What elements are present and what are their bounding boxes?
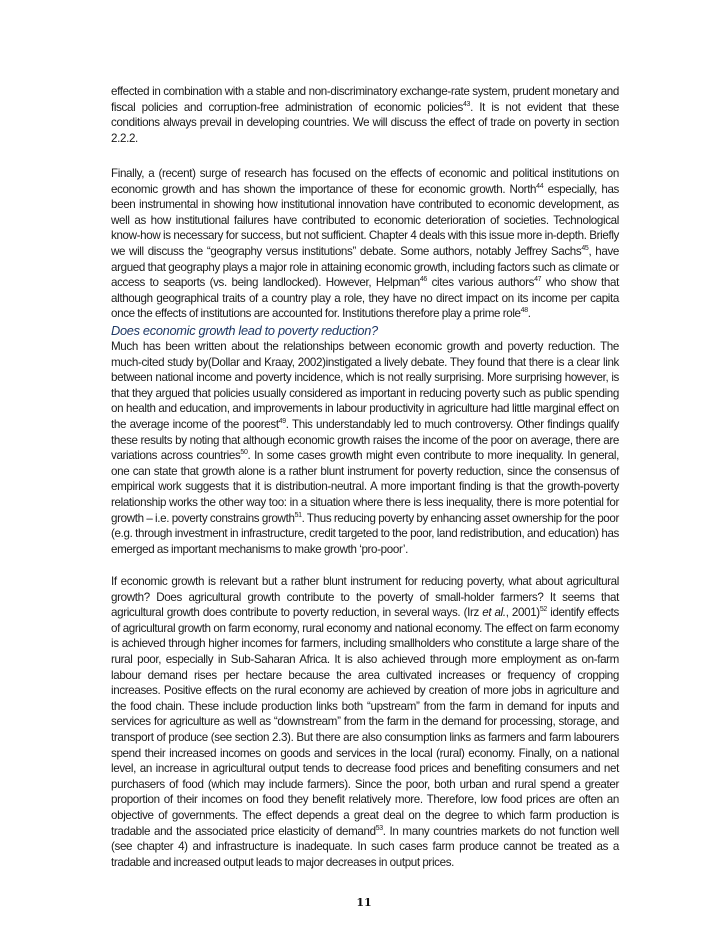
footnote-ref[interactable]: 46 [419, 276, 427, 284]
text-run: . [527, 307, 531, 321]
paragraph-trade-policies [111, 84, 619, 146]
footnote-ref[interactable]: 44 [536, 182, 544, 190]
paragraph-institutions [111, 166, 619, 322]
text-run: who show that although geographical traits of a country play a role, they have no direct impact on its income per capita once the effects of institutions are accounted for. Institutions therefore play a prime role [111, 276, 619, 321]
text-run: effected in combination with a stable and non-discriminatory exchange-rate system, prudent monetary and fiscal policies and corruption-free administration of economic policies [111, 85, 619, 114]
footnote-ref[interactable]: 47 [534, 276, 542, 284]
text-run: Finally, a (recent) surge of research has focused on the effects of economic and political institutions on economic growth and has shown the importance of these for economic growth. North [111, 167, 619, 196]
text-run-italic: et al. [482, 606, 506, 620]
footnote-ref[interactable]: 51 [294, 511, 302, 519]
section-heading: Does economic growth lead to poverty reduction? [111, 323, 378, 338]
text-run: . In some cases growth might even contribute to more inequality. In general, one can state that growth alone is a rather blunt instrument for poverty reduction, since the consensus of empirical work suggests that it is distribution-neutral. A more important finding is that the growth-poverty relationship works the other way too: in a situation where there is less inequality, there is more potential for growth – i.e. poverty constrains growth [111, 449, 619, 525]
footnote-ref[interactable]: 52 [539, 606, 547, 614]
text-run: cites various authors [426, 276, 535, 290]
text-run: . Thus reducing poverty by enhancing asset ownership for the poor (e.g. through investment in infrastructure, credit targeted to the poor, land redistribution, and education) has emerged as important mechanisms to make growth ‘pro-poor’. [111, 511, 620, 556]
footnote-ref[interactable]: 53 [375, 824, 383, 832]
footnote-ref[interactable]: 43 [462, 100, 471, 108]
footnote-ref[interactable]: 50 [240, 449, 248, 457]
page-number: 11 [356, 896, 372, 909]
text-run: identify effects of agricultural growth on farm economy, rural economy and national economy. The effect on farm economy is achieved through higher incomes for farmers, including smallholders who constitute a large share of the rural poor, especially in Sub-Saharan Africa. It is also achieved through more employment as on-farm labour demand rises per hectare because the area cultivated increases or frequency of cropping increases. Positive effects on the rural economy are achieved by creation of more jobs in agriculture and the food chain. These include production links both “upstream” from the farm in demand for inputs and services for agriculture as well as “downstream” from the farm in the demand for processing, storage, and transport of produce (see section 2.3). But there are also consumption links as farmers and farm labourers spend their increased incomes on goods and services in the local (rural) economy. Finally, on a national level, an increase in agricultural output tends to decrease food prices and benefiting consumers and net purchasers of food (which may include farmers). Since the poor, both urban and rural spend a greater proportion of their incomes on food they benefit relatively more. Therefore, low food prices are often an objective of governments. The effect depends a great deal on the degree to which farm production is tradable and the associated price elasticity of demand [111, 606, 619, 838]
footnote-ref[interactable]: 49 [278, 418, 286, 426]
paragraph-growth-poverty [111, 339, 619, 557]
footnote-ref[interactable]: 45 [581, 245, 589, 253]
text-run: especially, has been instrumental in showing how institutional innovation have contributed to economic development, as well as how institutional failures have contributed to economic deterioration of societies. Technological know-how is necessary for success, but not sufficient. Chapter 4 deals with this issue more in-depth. Briefly we will discuss the “geography versus institutions” debate. Some authors, notably Jeffrey Sachs [111, 182, 619, 258]
text-run: . It is not evident that these conditions always prevail in developing countries. We will discuss the effect of trade on poverty in section 2.2.2. [111, 100, 620, 145]
text-run: If economic growth is relevant but a rather blunt instrument for reducing poverty, what about agricultural growth? Does agricultural growth contribute to the poverty of small-holder farmers? It seems that agricultural growth does contribute to poverty reduction, in several ways. (Irz [111, 575, 619, 620]
text-run: . In many countries markets do not function well (see chapter 4) and infrastructure is inadequate. In such cases farm produce cannot be treated as a tradable and increased output leads to major decreases in output prices. [111, 824, 619, 869]
text-run: . This understandably led to much controversy. Other findings qualify these results by noting that although economic growth raises the income of the poor on average, there are variations across countries [111, 417, 619, 463]
footnote-ref[interactable]: 48 [520, 307, 528, 315]
paragraph-agricultural-growth [111, 574, 619, 870]
text-run: , 2001) [505, 606, 540, 620]
text-run: , have argued that geography plays a major role in attaining economic growth, including factors such as climate or access to seaports (vs. being landlocked). However, Helpman [111, 244, 619, 290]
text-run: Much has been written about the relationships between economic growth and poverty reduction. The much-cited study by(Dollar and Kraay, 2002)instigated a lively debate. They found that there is a clear link between national income and poverty incidence, which is not really surprising. More surprising however, is that they argued that policies usually considered as important in reducing poverty such as public spending on health and education, and improvements in labour productivity in agriculture had little marginal effect on the average income of the poorest [111, 340, 619, 431]
